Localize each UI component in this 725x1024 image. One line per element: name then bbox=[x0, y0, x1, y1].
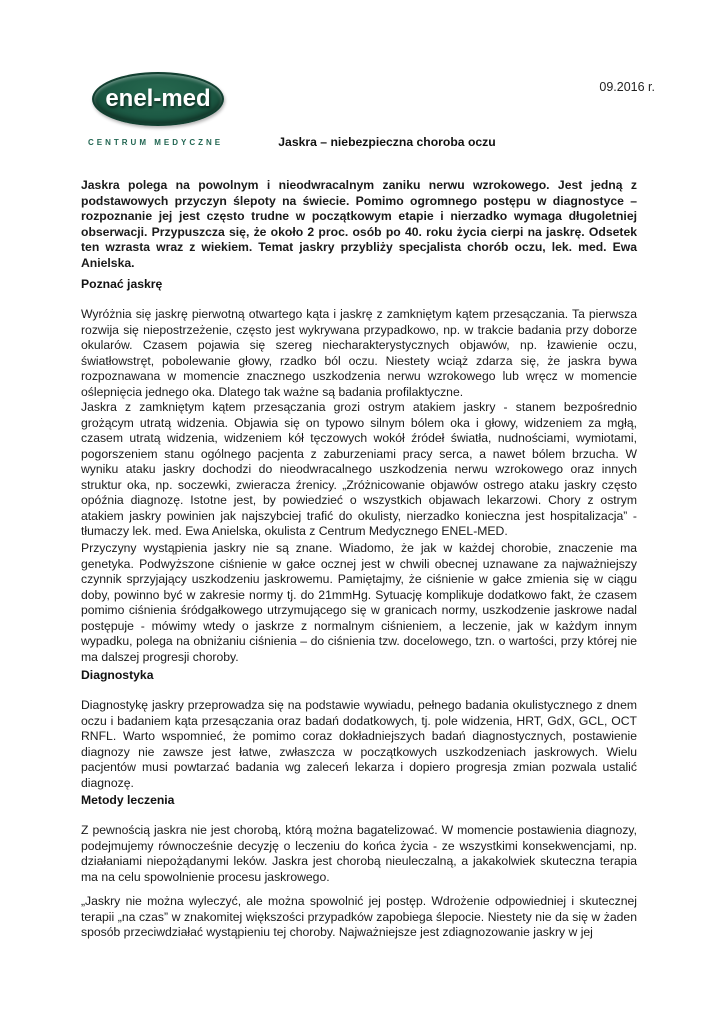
section-heading-poznac-jaskre: Poznać jaskrę bbox=[81, 277, 163, 291]
document-title: Jaskra – niebezpieczna choroba oczu bbox=[278, 135, 496, 149]
body-paragraph: Jaskra z zamkniętym kątem przesączania grozi ostrym atakiem jaskry - stanem bezpośrednio grożącym utratą widzenia. Objawia się on typowo silnym bólem oka i głowy, widzeniem za mgłą, czasem utratą widzenia, widzeniem kół tęczowych wokół źródeł światła, nudnościami, wymiotami, pogorszeniem stanu ogólnego pacjenta z zaburzeniami pracy serca, a nawet bólem brzucha. W wyniku ataku jaskry dochodzi do nieodwracalnego uszkodzenia nerwu wzrokowego oraz innych struktur oka, np. soczewki, zwieracza źrenicy. „Zróżnicowanie objawów ostrego ataku jaskry często opóźnia diagnozę. Istotne jest, by powiedzieć o wszystkich objawach lekarzowi. Chory z ostrym atakiem jaskry powinien jak najszybciej trafić do okulisty, nierzadko konieczna jest hospitalizacja” - tłumaczy lek. med. Ewa Anielska, okulista z Centrum Medycznego ENEL-MED. bbox=[81, 400, 637, 538]
logo-wordmark: enel-med bbox=[105, 85, 211, 112]
lead-paragraph: Jaskra polega na powolnym i nieodwracalnym zaniku nerwu wzrokowego. Jest jedną z podstawowych przyczyn ślepoty na świecie. Pomimo ogromnego postępu w diagnostyce – rozpoznanie jej jest często trudne w początkowym etapie i nierzadko wymaga długoletniej obserwacji. Przypuszcza się, że około 2 proc. osób po 40. roku życia cierpi na jaskrę. Odsetek ten wzrasta wraz z wiekiem. Temat jaskry przybliży specjalista chorób oczu, lek. med. Ewa Anielska. bbox=[81, 178, 637, 270]
section-heading-diagnostyka: Diagnostyka bbox=[81, 668, 154, 682]
body-paragraph: Diagnostykę jaskry przeprowadza się na podstawie wywiadu, pełnego badania okulistycznego z dnem oczu i badaniem kąta przesączania oraz badań dodatkowych, tj. pole widzenia, HRT, GdX, GCL, OCT RNFL. Warto wspomnieć, że pomimo coraz dokładniejszych badań diagnostycznych, postawienie diagnozy nie zawsze jest łatwe, zwłaszcza w początkowych uszkodzeniach jaskrowych. Wielu pacjentów musi powtarzać badania wg zaleceń lekarza i dopiero progresja zmian pozwala ustalić diagnozę. bbox=[81, 698, 637, 790]
logo-subtitle: CENTRUM MEDYCZNE bbox=[88, 138, 224, 147]
body-paragraph: Wyróżnia się jaskrę pierwotną otwartego kąta i jaskrę z zamkniętym kątem przesączania. Ta pierwsza rozwija się niepostrzeżenie, często jest wykrywana przypadkowo, np. w trakcie badania przy doborze okularów. Czasem pojawia się szereg niecharakterystycznych objawów, np. łzawienie oczu, światłowstręt, pobolewanie głowy, rzadko ból oczu. Niestety wciąż zdarza się, że jaskra bywa rozpoznawana w momencie znacznego uszkodzenia nerwu wzrokowego lub wręcz w momencie oślepnięcia jednego oka. Dlatego tak ważne są badania profilaktyczne. bbox=[81, 307, 637, 399]
section-heading-metody-leczenia: Metody leczenia bbox=[81, 793, 175, 807]
body-paragraph: Z pewnością jaskra nie jest chorobą, którą można bagatelizować. W momencie postawienia diagnozy, podejmujemy równocześnie decyzję o leczeniu do końca życia - ze wszystkimi konsekwencjami, np. działaniami niepożądanymi leków. Jaskra jest chorobą nieuleczalną, a jakakolwiek skuteczna terapia ma na celu spowolnienie procesu jaskrowego. bbox=[81, 823, 637, 884]
body-paragraph: Przyczyny wystąpienia jaskry nie są znane. Wiadomo, że jak w każdej chorobie, znaczenie ma genetyka. Podwyższone ciśnienie w gałce ocznej jest w chwili obecnej uznawane za najważniejszy czynnik sprzyjający uszkodzeniu jaskrowemu. Pamiętajmy, że ciśnienie w gałce zmienia się w ciągu doby, powinno być w zakresie normy tj. do 21mmHg. Sytuację komplikuje dodatkowo fakt, że czasem pomimo ciśnienia śródgałkowego utrzymującego się w granicach normy, uszkodzenie jaskrowe nadal postępuje - mówimy wtedy o jaskrze z normalnym ciśnieniem, a leczenie, jak w każdym innym wypadku, polega na obniżaniu ciśnienia – do ciśnienia tzw. docelowego, tzn. o wartości, przy której nie ma dalszej progresji choroby. bbox=[81, 541, 637, 664]
enel-med-logo-ellipse bbox=[92, 72, 224, 126]
body-paragraph: „Jaskry nie można wyleczyć, ale można spowolnić jej postęp. Wdrożenie odpowiedniej i skutecznej terapii „na czas” w znakomitej większości przypadków zapobiega ślepocie. Niestety nie da się w żaden sposób przeciwdziałać wystąpieniu tej choroby. Najważniejsze jest zdiagnozowanie jaskry w jej bbox=[81, 894, 637, 939]
document-date: 09.2016 r. bbox=[599, 80, 655, 94]
